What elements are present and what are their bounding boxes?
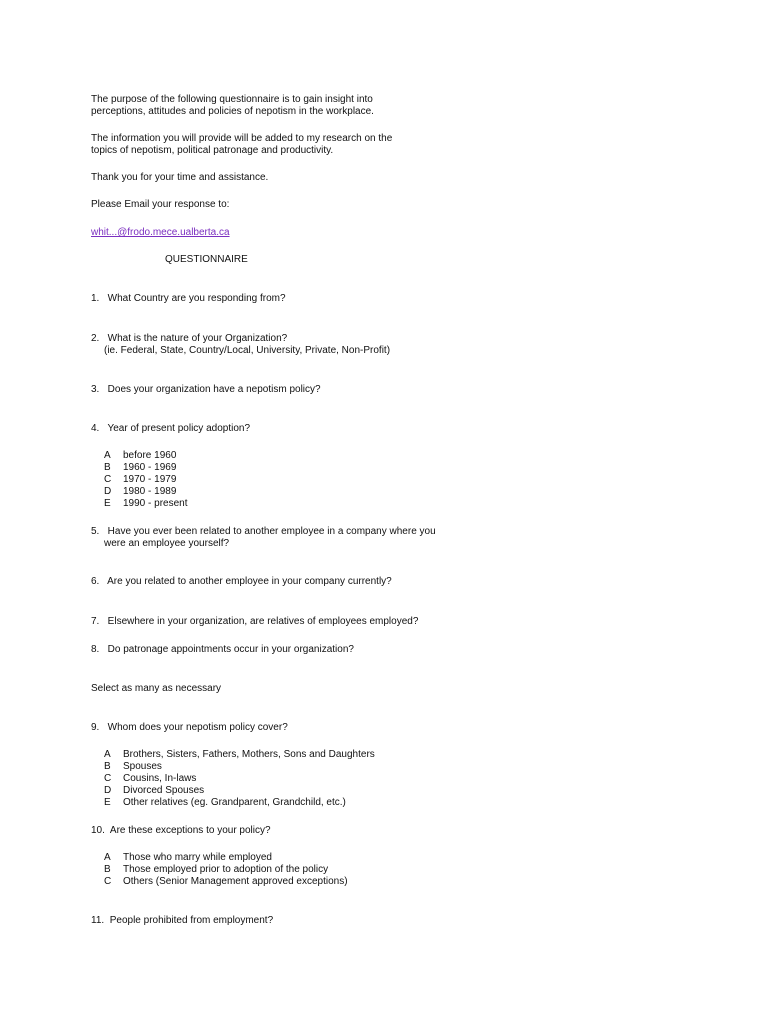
option-letter: D	[104, 486, 112, 497]
q10-option	[104, 876, 348, 888]
intro-purpose-line-2: perceptions, attitudes and policies of nepotism in the workplace.	[91, 106, 374, 117]
question-6: 6. Are you related to another employee in your company currently?	[91, 576, 392, 587]
q9-option	[104, 785, 204, 797]
question-4: 4. Year of present policy adoption?	[91, 423, 251, 434]
option-text: 1980 - 1989	[123, 486, 177, 497]
option-text: Brothers, Sisters, Fathers, Mothers, Sons and Daughters	[123, 749, 375, 760]
option-letter: E	[104, 498, 111, 509]
question-8: 8. Do patronage appointments occur in your organization?	[91, 644, 354, 655]
question-10: 10. Are these exceptions to your policy?	[91, 825, 271, 836]
option-letter: B	[104, 864, 111, 875]
option-letter: C	[104, 773, 112, 784]
question-5: 5. Have you ever been related to another employee in a company where you	[91, 526, 436, 537]
option-letter: A	[104, 749, 111, 760]
question-11: 11. People prohibited from employment?	[91, 915, 274, 926]
option-text: Those employed prior to adoption of the policy	[123, 864, 329, 875]
option-letter: D	[104, 785, 112, 796]
q9-option	[104, 749, 375, 761]
option-letter: C	[104, 876, 112, 887]
q9-option	[104, 761, 162, 773]
intro-thanks: Thank you for your time and assistance.	[91, 172, 269, 183]
question-5-continued: were an employee yourself?	[104, 538, 230, 549]
question-7: 7. Elsewhere in your organization, are relatives of employees employed?	[91, 616, 419, 627]
option-letter: A	[104, 450, 111, 461]
option-letter: E	[104, 797, 111, 808]
q9-option	[104, 773, 196, 785]
option-text: Other relatives (eg. Grandparent, Grandchild, etc.)	[123, 797, 346, 808]
question-3: 3. Does your organization have a nepotism policy?	[91, 384, 321, 395]
q10-option	[104, 864, 328, 876]
email-prompt: Please Email your response to:	[91, 199, 230, 210]
option-letter: B	[104, 462, 111, 473]
select-note: Select as many as necessary	[91, 683, 222, 694]
q9-option	[104, 797, 346, 809]
question-2-examples: (ie. Federal, State, Country/Local, University, Private, Non-Profit)	[104, 345, 391, 356]
intro-purpose-line-1: The purpose of the following questionnaire is to gain insight into	[91, 94, 373, 105]
option-text: Spouses	[123, 761, 162, 772]
option-text: 1970 - 1979	[123, 474, 177, 485]
option-text: Others (Senior Management approved exceptions)	[123, 876, 348, 887]
q10-option	[104, 852, 272, 864]
option-letter: B	[104, 761, 111, 772]
q4-option	[104, 486, 176, 498]
option-letter: A	[104, 852, 111, 863]
option-text: 1960 - 1969	[123, 462, 177, 473]
email-link[interactable]: whit...@frodo.mece.ualberta.ca	[91, 227, 230, 238]
option-text: Those who marry while employed	[123, 852, 272, 863]
q4-option	[104, 450, 176, 462]
question-1: 1. What Country are you responding from?	[91, 293, 286, 304]
q4-option	[104, 462, 176, 474]
option-text: before 1960	[123, 450, 177, 461]
option-text: 1990 - present	[123, 498, 188, 509]
option-text: Cousins, In-laws	[123, 773, 197, 784]
question-2: 2. What is the nature of your Organization?	[91, 333, 288, 344]
option-letter: C	[104, 474, 112, 485]
questionnaire-heading: QUESTIONNAIRE	[165, 254, 248, 265]
option-text: Divorced Spouses	[123, 785, 205, 796]
q4-option	[104, 498, 188, 510]
intro-research-line-2: topics of nepotism, political patronage and productivity.	[91, 145, 334, 156]
question-9: 9. Whom does your nepotism policy cover?	[91, 722, 288, 733]
intro-research-line-1: The information you will provide will be added to my research on the	[91, 133, 393, 144]
q4-option	[104, 474, 176, 486]
